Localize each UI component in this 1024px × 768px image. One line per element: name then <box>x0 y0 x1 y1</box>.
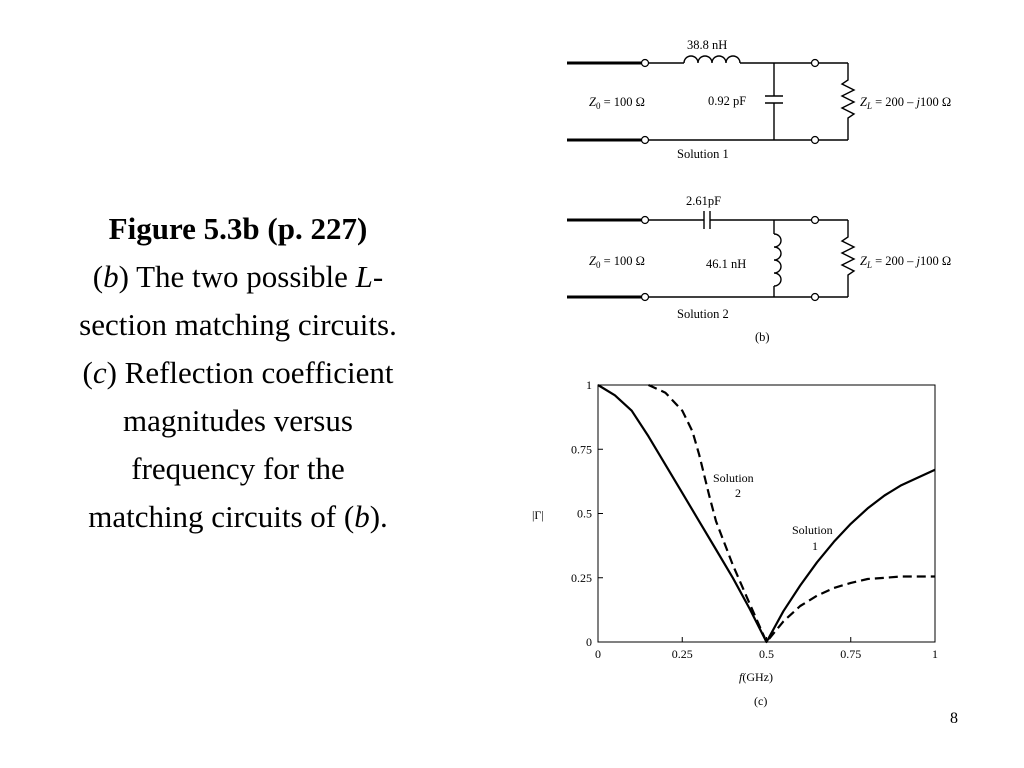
caption-paren-c: ( <box>82 355 93 390</box>
x-tick-label: 0.75 <box>840 647 862 661</box>
chart-series <box>598 385 935 642</box>
y-axis-label: |Γ| <box>532 508 544 522</box>
zl-label: $Z_L = 200 - j100$ Ω <box>860 95 952 111</box>
capacitor-label: 2.61pF <box>686 194 722 208</box>
caption-text-c: ) Reflection coefficient <box>106 355 394 390</box>
page-number: 8 <box>950 710 958 727</box>
z0-label: $Z_0 = 100$ Ω <box>589 95 645 111</box>
annotation-solution-2: Solution <box>713 471 754 485</box>
terminal-node <box>642 294 649 301</box>
inductor-label: 46.1 nH <box>706 257 747 271</box>
x-tick-label: 0.5 <box>759 647 774 661</box>
terminal-node <box>812 137 819 144</box>
circuit-solution-2 <box>567 194 951 344</box>
zl-label: $Z_L = 200 - j100$ Ω <box>860 254 952 270</box>
series-inductor-symbol <box>684 56 740 63</box>
solution-2-label: Solution 2 <box>677 307 729 321</box>
caption-text-6-end: ). <box>369 499 388 534</box>
panel-b-label: (b) <box>755 330 770 344</box>
shunt-inductor-symbol <box>774 234 781 286</box>
caption-text-6: matching circuits of ( <box>88 499 355 534</box>
caption-line-2: section matching circuits. <box>79 307 397 342</box>
x-tick-label: 0 <box>595 647 601 661</box>
terminal-node <box>812 217 819 224</box>
caption-line-4: magnitudes versus <box>123 403 353 438</box>
y-tick-label: 0.25 <box>571 570 592 585</box>
caption-title: Figure 5.3b (p. 227) <box>108 211 368 246</box>
plot-frame <box>598 385 935 642</box>
reflection-chart <box>532 378 938 708</box>
terminal-node <box>642 217 649 224</box>
load-resistor-symbol <box>842 63 854 140</box>
terminal-node <box>642 137 649 144</box>
solution-1-label: Solution 1 <box>677 147 729 161</box>
y-tick-label: 0 <box>586 635 592 649</box>
caption-letter-c: c <box>92 355 107 390</box>
caption-line-5: frequency for the <box>131 451 345 486</box>
caption-paren: ( <box>92 259 104 294</box>
panel-c-label: (c) <box>754 694 768 708</box>
solution-1-curve <box>598 385 935 642</box>
y-tick-label: 1 <box>586 378 592 392</box>
annotation-solution-1: Solution <box>792 523 833 537</box>
terminal-node <box>812 60 819 67</box>
annotation-solution-2-num: 2 <box>735 486 741 500</box>
load-resistor-symbol <box>842 220 854 297</box>
caption-letter-b: b <box>103 259 119 294</box>
caption-letter-b2: b <box>354 499 370 534</box>
y-tick-label: 0.5 <box>577 506 592 521</box>
annotation-solution-1-num: 1 <box>812 539 818 553</box>
x-tick-label: 1 <box>932 647 938 661</box>
x-axis-label: f(GHz) <box>739 670 773 684</box>
caption-text-b: ) The two possible <box>118 259 356 294</box>
circuit-solution-1 <box>567 38 951 161</box>
x-tick-label: 0.25 <box>671 647 693 661</box>
z0-label: $Z_0 = 100$ Ω <box>589 254 645 270</box>
caption-dash: - <box>372 259 384 294</box>
capacitor-label: 0.92 pF <box>708 94 747 108</box>
caption-letter-L: L <box>355 259 373 294</box>
terminal-node <box>642 60 649 67</box>
y-tick-label: 0.75 <box>571 442 592 457</box>
solution-2-curve <box>649 385 936 642</box>
terminal-node <box>812 294 819 301</box>
inductor-label: 38.8 nH <box>687 38 728 52</box>
